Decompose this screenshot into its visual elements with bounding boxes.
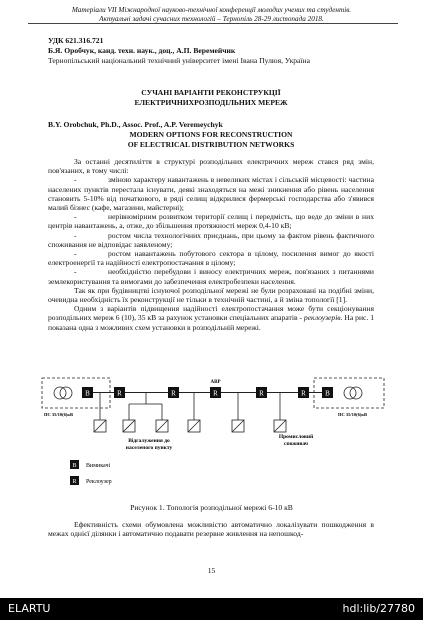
bullet-2: - нерівномірним розвитком території селищ і передмість, що веде до зміни в них центрів навантажень, а, отже, до збільшення протяжності мереж 0,4-10 кВ; <box>48 212 374 231</box>
svg-text:R: R <box>213 389 218 398</box>
legend-switch-label: Вимикачі <box>86 463 111 469</box>
figure-caption: Рисунок 1. Топологія розподільної мережі 6-10 кВ <box>130 503 293 512</box>
branch-transformers <box>100 393 280 421</box>
udc-code: УДК 621.316.721 <box>48 36 104 45</box>
svg-text:R: R <box>171 389 176 398</box>
svg-text:R: R <box>259 389 264 398</box>
diagram-legend <box>70 460 112 485</box>
svg-text:В: В <box>325 389 330 398</box>
repository-footer-bar <box>0 598 423 620</box>
right-substation <box>314 378 384 417</box>
transformer-boxes <box>94 420 286 432</box>
industrial-label-line1: Промисловий <box>278 434 314 440</box>
title-en-line2: OF ELECTRICAL DISTRIBUTION NETWORKS <box>127 140 295 149</box>
bullet-1: - зміною характеру навантажень в невеликих містах і сільській місцевості: частина населених пунктів перестала існувати, деякі знаходяться на межі зникнення або рівень населення становить 5-10% від початкового, в ряді селищ відкрилися фермерські господарства або з'явився малий бізнес (кафе, магазини, майстерні); <box>48 175 374 213</box>
left-substation-label: ПС 35/10(6)кВ <box>44 412 73 417</box>
bullet-4: - ростом навантажень побутового сектора в цілому, посилення вимог до якості електроенергії та надійності електропостачання в цілому; <box>48 249 374 268</box>
paragraph-topology: Так як при будівництві існуючої розподільної мережі не були розраховані на подібні зміни, очевидна необхідність їх реконструкції не тільки в технічній частині, а й зміна топології [1]. <box>48 285 374 305</box>
svg-text:В: В <box>72 463 77 469</box>
handle-id: hdl:lib/27780 <box>342 602 415 615</box>
right-substation-label: ПС 35/10(6)кВ <box>338 412 367 417</box>
page-number: 15 <box>207 566 216 575</box>
title-en-line1: MODERN OPTIONS FOR RECONSTRUCTION <box>129 130 293 139</box>
closing-paragraph: Ефективність схеми обумовлена можливістю автоматично локалізувати пошкодження в межах однієї ділянки і автоматично подавати резервне живлення на непошкод- <box>48 520 374 539</box>
network-topology-diagram <box>34 372 390 502</box>
running-header-line1: Матеріали VII Міжнародної науково-технічної конференції молодих учених та студентів. <box>71 6 352 14</box>
affiliation: Тернопільський національний технічний університет імені Івана Пулюя, Україна <box>48 56 310 65</box>
authors-ua: Б.Я. Оробчук, канд. техн. наук., доц., А.П. Веремейчик <box>48 46 236 55</box>
paragraph-reclosers: Одним з варіантів підвищення надійності електропостачання може бути секціонування розподільних мереж 6 (10), 35 кВ за рахунок установки спеціальних апаратів - реклоузерів. На рис. 1 показана одна з можливих схем установки в розподільній мережі. <box>48 304 374 332</box>
header-rule <box>28 23 398 24</box>
svg-text:R: R <box>117 389 122 398</box>
industrial-label-line2: споживач <box>284 441 308 447</box>
running-header-line2: Актуальні задачі сучасних технологій – Тернопіль 28-29 листопада 2018. <box>99 15 324 23</box>
legend-recloser-label: Реклоузер <box>86 479 112 485</box>
authors-en: B.Y. Orobchuk, Ph.D., Assoc. Prof., A.P. Veremeychyk <box>48 120 223 129</box>
svg-text:В: В <box>85 389 90 398</box>
repository-name: ELARTU <box>8 602 51 615</box>
avr-label: АВР <box>210 380 221 385</box>
title-ua-line1: СУЧАНІ ВАРІАНТИ РЕКОНСТРУКЦІЇ <box>141 88 281 97</box>
branch-label-line1: Відгалуження до <box>128 438 170 444</box>
svg-text:R: R <box>72 479 77 485</box>
paragraph-intro: За останні десятиліття в структурі розподільних електричних мереж стався ряд змін, пов'язаних, в тому числі: <box>48 157 374 176</box>
body-text <box>48 157 374 332</box>
svg-text:R: R <box>301 389 306 398</box>
title-ua-line2: ЕЛЕКТРИЧНИХРОЗПОДІЛЬНИХ МЕРЕЖ <box>134 98 288 107</box>
bullet-5: - необхідністю перебудови і виносу електричних мереж, пов'язаних з питаннями землекористування та вимогами до забезпечення електробезпеки населення. <box>48 267 374 286</box>
branch-label-line2: населеного пункту <box>125 445 173 451</box>
bullet-3: - ростом числа технологічних приєднань, при цьому за фактом рівень фактичного споживання не відповідає заявленому; <box>48 230 374 249</box>
